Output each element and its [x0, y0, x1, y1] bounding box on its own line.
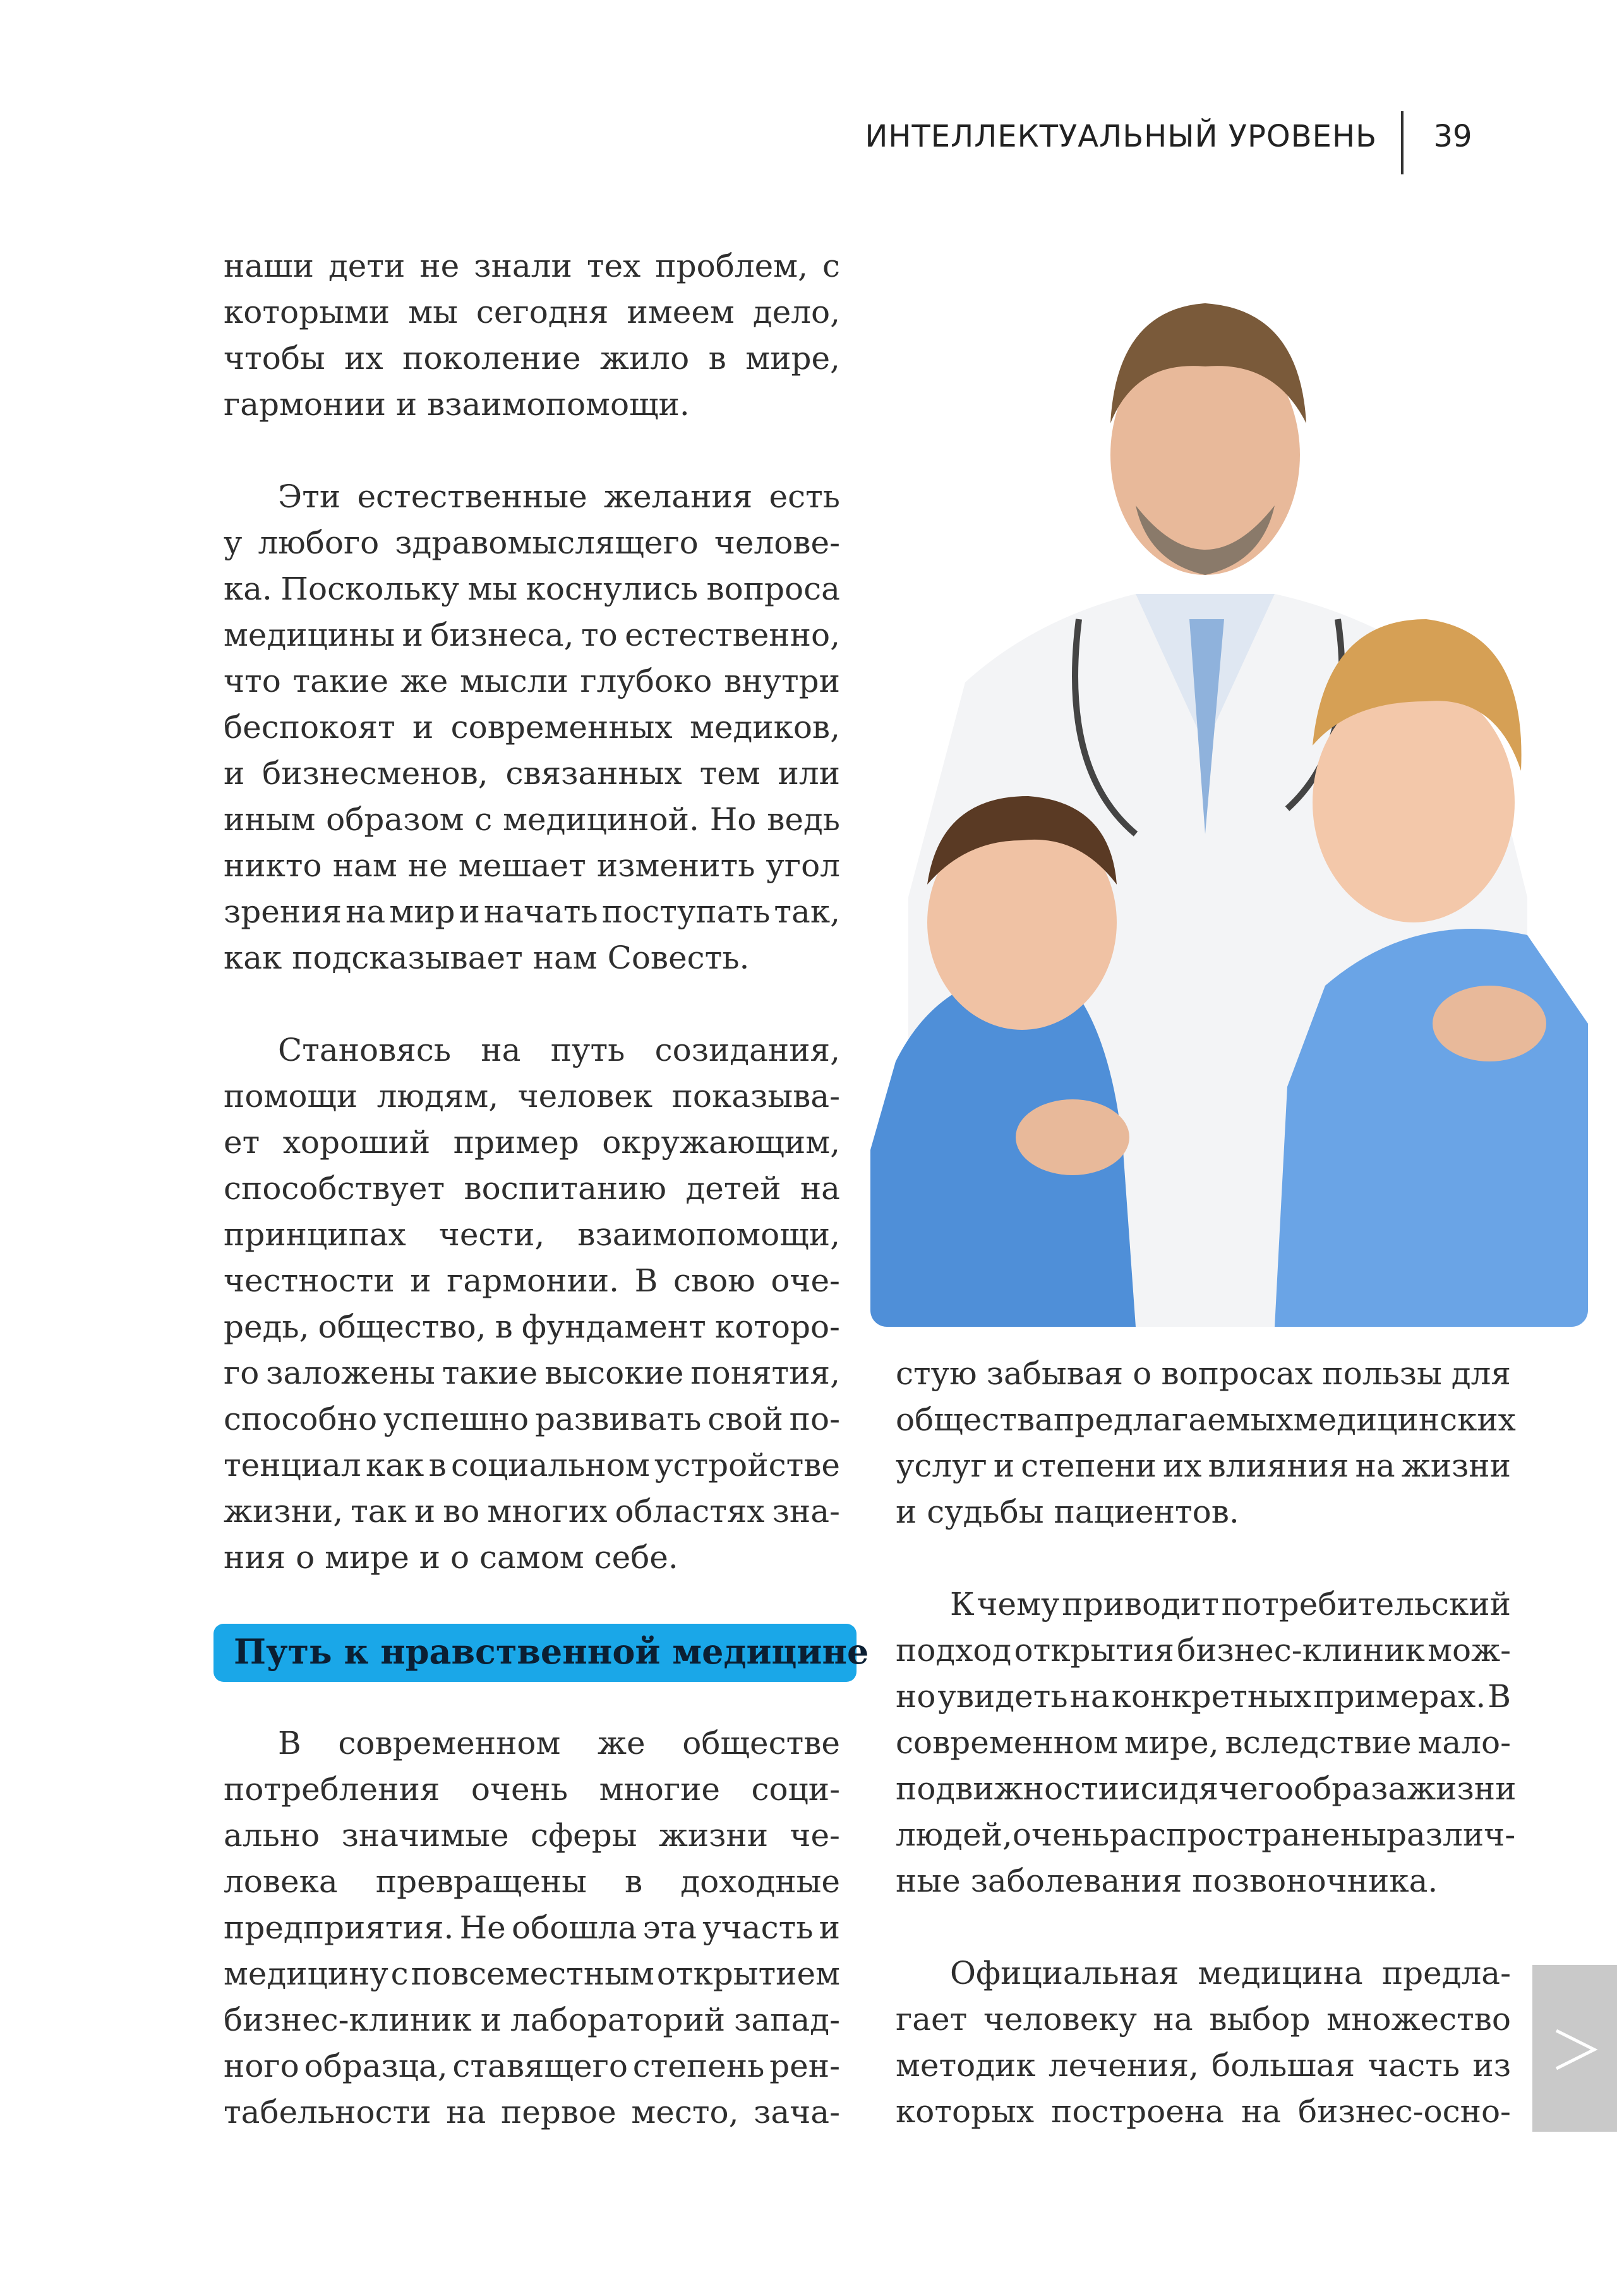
- left-column: [224, 243, 840, 1581]
- text-line: ного образца, ставящего степень рен-: [224, 2048, 840, 2084]
- page-number: 39: [1433, 119, 1472, 154]
- text-line: Становясь на путь созидания,: [278, 1032, 840, 1068]
- text-line: помощи людям, человек показыва-: [224, 1078, 840, 1115]
- section-heading: [213, 1624, 869, 1682]
- paragraph: [896, 1950, 1511, 2135]
- left-column-lower: [224, 1720, 840, 2136]
- text-line: которыми мы сегодня имеем дело,: [224, 294, 840, 330]
- text-line: бизнес-клиник и лабораторий запад-: [224, 2002, 840, 2038]
- text-line: подвижности и сидячего образа жизни: [896, 1770, 1517, 1807]
- text-line: как подсказывает нам Совесть.: [224, 940, 750, 976]
- text-line: честности и гармонии. В свою оче-: [224, 1262, 840, 1299]
- text-line: гает человеку на выбор множество: [896, 2001, 1511, 2038]
- text-line: услуг и степени их влияния на жизни: [896, 1447, 1511, 1484]
- text-line: В современном же обществе: [278, 1725, 840, 1761]
- paragraph: [224, 1027, 840, 1581]
- doctor-with-children-photo: [870, 265, 1588, 1327]
- text-line: ка. Поскольку мы коснулись вопроса: [224, 571, 840, 607]
- text-line: иным образом с медициной. Но ведь: [224, 801, 840, 838]
- photo-illustration: [870, 265, 1588, 1327]
- text-line: беспокоят и современных медиков,: [224, 709, 840, 746]
- paragraph: [896, 1581, 1517, 1904]
- text-line: предприятия. Не обошла эта участь и: [224, 1909, 840, 1946]
- paragraph: [224, 243, 840, 428]
- text-line: принципах чести, взаимопомощи,: [224, 1216, 840, 1253]
- text-line: го заложены такие высокие понятия,: [224, 1355, 840, 1391]
- text-line: подход открытия бизнес-клиник мож-: [896, 1632, 1511, 1669]
- text-line: и бизнесменов, связанных тем или: [224, 755, 840, 792]
- text-line: ет хороший пример окружающим,: [224, 1124, 840, 1161]
- text-line: гармонии и взаимопомощи.: [224, 386, 690, 423]
- text-line: людей, очень распространены различ-: [896, 1816, 1516, 1853]
- text-line: что такие же мысли глубоко внутри: [224, 663, 840, 699]
- text-line: потребления очень многие соци-: [224, 1771, 840, 1808]
- text-line: зрения на мир и начать поступать так,: [224, 893, 840, 930]
- text-line: Официальная медицина предла-: [950, 1955, 1511, 1991]
- text-line: редь, общество, в фундамент которо-: [224, 1308, 840, 1345]
- right-column: [896, 1351, 1517, 2135]
- text-line: наши дети не знали тех проблем, с: [224, 248, 840, 284]
- text-line: никто нам не мешает изменить угол: [224, 847, 840, 884]
- chevron-right-icon: [1551, 2026, 1599, 2074]
- text-line: общества предлагаемых медицинских: [896, 1401, 1516, 1438]
- paragraph: [224, 1720, 840, 2136]
- header-divider: [1401, 111, 1404, 174]
- text-line: тенциал как в социальном устройстве: [224, 1447, 840, 1483]
- running-header: [865, 111, 1484, 174]
- text-line: стую забывая о вопросах пользы для: [896, 1355, 1511, 1392]
- paragraph: [224, 474, 840, 981]
- text-line: жизни, так и во многих областях зна-: [224, 1493, 840, 1530]
- text-line: способствует воспитанию детей на: [224, 1170, 840, 1207]
- text-line: ально значимые сферы жизни че-: [224, 1817, 840, 1854]
- text-line: К чему приводит потребительский: [950, 1586, 1511, 1622]
- text-line: медицины и бизнеса, то естественно,: [224, 617, 840, 653]
- text-line: ния о мире и о самом себе.: [224, 1539, 678, 1576]
- section-heading-text: Путь к нравственной медицине: [234, 1631, 869, 1672]
- text-line: современном мире, вследствие мало-: [896, 1724, 1511, 1761]
- next-page-button[interactable]: [1532, 1965, 1617, 2132]
- text-line: ловека превращены в доходные: [224, 1863, 840, 1900]
- text-line: у любого здравомыслящего челове-: [224, 524, 840, 561]
- text-line: табельности на первое место, зача-: [224, 2094, 840, 2130]
- text-line: медицину с повсеместным открытием: [224, 1955, 840, 1992]
- text-line: Эти естественные желания есть: [278, 478, 840, 515]
- text-line: методик лечения, большая часть из: [896, 2047, 1511, 2084]
- text-line: но увидеть на конкретных примерах. В: [896, 1678, 1511, 1715]
- text-line: ные заболевания позвоночника.: [896, 1863, 1438, 1899]
- text-line: которых построена на бизнес-осно-: [896, 2093, 1511, 2130]
- text-line: способно успешно развивать свой по-: [224, 1401, 840, 1437]
- paragraph: [896, 1351, 1516, 1535]
- text-line: и судьбы пациентов.: [896, 1494, 1239, 1530]
- section-title: ИНТЕЛЛЕКТУАЛЬНЫЙ УРОВЕНЬ: [865, 119, 1377, 154]
- text-line: чтобы их поколение жило в мире,: [224, 340, 840, 377]
